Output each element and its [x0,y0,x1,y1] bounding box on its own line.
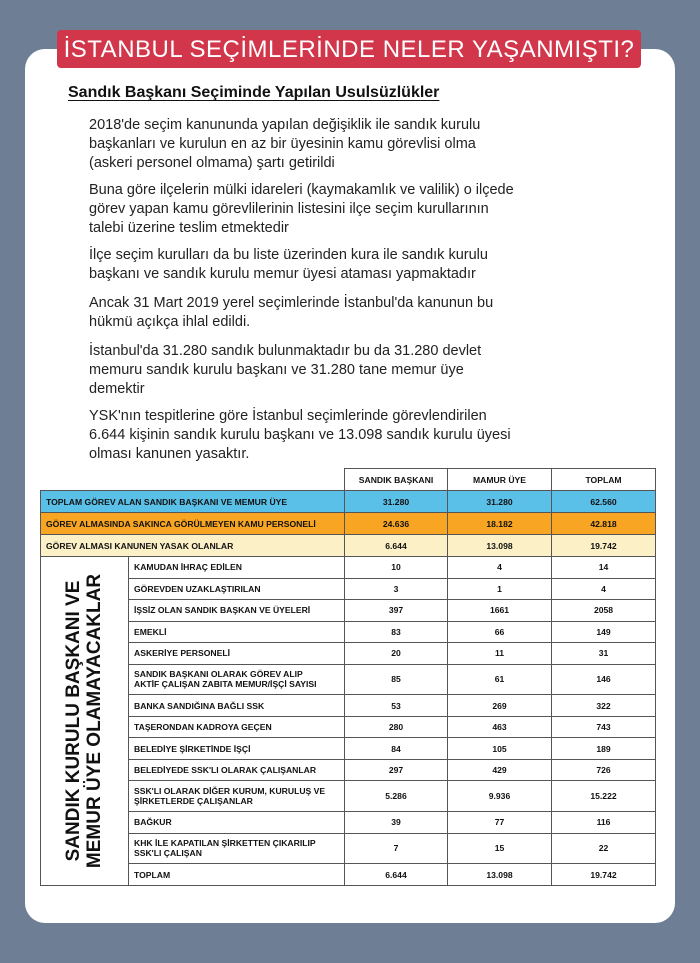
row-value-baskan: 5.286 [345,781,448,812]
row-value-uye: 9.936 [448,781,552,812]
header-sandik-baskani: SANDIK BAŞKANI [345,469,448,491]
paragraph-5: İstanbul'da 31.280 sandık bulunmaktadır bu da 31.280 devlet memuru sandık kurulu başkanı ve 31.280 tane memur üye demektir [89,343,482,397]
row-value-toplam: 22 [552,833,656,864]
row-value-uye: 1661 [448,600,552,622]
row-value-toplam: 19.742 [552,864,656,886]
row-label: BELEDİYE ŞİRKETİNDE İŞÇİ [129,738,345,760]
detail-row [41,578,656,600]
row-value-toplam: 743 [552,716,656,738]
row-value-toplam: 19.742 [552,535,656,557]
detail-row [41,759,656,781]
side-label [41,557,127,885]
row-value-toplam: 2058 [552,600,656,622]
row-value-uye: 31.280 [448,491,552,513]
side-label-cell [41,557,129,886]
detail-row [41,812,656,834]
row-value-uye: 66 [448,621,552,643]
row-value-baskan: 84 [345,738,448,760]
row-label: İŞSİZ OLAN SANDIK BAŞKAN VE ÜYELERİ [129,600,345,622]
row-value-baskan: 85 [345,664,448,695]
row-value-toplam: 146 [552,664,656,695]
paragraph-6: YSK'nın tespitlerine göre İstanbul seçimlerinde görevlendirilen 6.644 kişinin sandık kurulu başkanı ve 13.098 sandık kurulu üyesi olması kanunen yasaktır. [89,408,511,462]
row-value-uye: 1 [448,578,552,600]
detail-row [41,643,656,665]
side-label-text [63,574,105,868]
detail-row [41,621,656,643]
detail-row [41,833,656,864]
row-value-baskan: 6.644 [345,535,448,557]
row-label: EMEKLİ [129,621,345,643]
row-value-baskan: 280 [345,716,448,738]
section-subtitle: Sandık Başkanı Seçiminde Yapılan Usulsüzlükler [68,84,440,101]
paragraph-1: 2018'de seçim kanununda yapılan değişiklik ile sandık kurulu başkanları ve kurulun en az bir üyesinin kamu görevlisi olma (askeri personel olmama) şartı getirildi [89,117,481,171]
row-label: SANDIK BAŞKANI OLARAK GÖREV ALIP AKTİF ÇALIŞAN ZABITA MEMUR/İŞÇİ SAYISI [129,664,345,695]
row-value-baskan: 53 [345,695,448,717]
row-value-uye: 4 [448,557,552,579]
row-value-toplam: 31 [552,643,656,665]
row-value-uye: 77 [448,812,552,834]
row-label: GÖREVDEN UZAKLAŞTIRILAN [129,578,345,600]
row-label: GÖREV ALMASI KANUNEN YASAK OLANLAR [41,535,345,557]
row-label: BELEDİYEDE SSK'LI OLARAK ÇALIŞANLAR [129,759,345,781]
row-label: SSK'LI OLARAK DİĞER KURUM, KURULUŞ VE ŞİRKETLERDE ÇALIŞANLAR [129,781,345,812]
page-banner: İSTANBUL SEÇİMLERİNDE NELER YAŞANMIŞTI? [57,30,641,68]
row-value-baskan: 31.280 [345,491,448,513]
row-value-toplam: 15.222 [552,781,656,812]
row-value-baskan: 7 [345,833,448,864]
paragraph-3: İlçe seçim kurulları da bu liste üzerinden kura ile sandık kurulu başkanı ve sandık kurulu memur üyesi ataması yapmaktadır [89,247,488,282]
row-label: KHK İLE KAPATILAN ŞİRKETTEN ÇIKARILIP SSK'LI ÇALIŞAN [129,833,345,864]
row-value-uye: 61 [448,664,552,695]
row-label: TOPLAM [129,864,345,886]
row-value-uye: 18.182 [448,513,552,535]
row-value-baskan: 10 [345,557,448,579]
statistics-table [40,468,656,886]
detail-row [41,695,656,717]
header-blank [41,469,345,491]
row-value-toplam: 62.560 [552,491,656,513]
row-label: TAŞERONDAN KADROYA GEÇEN [129,716,345,738]
row-value-baskan: 6.644 [345,864,448,886]
row-value-baskan: 20 [345,643,448,665]
header-toplam: TOPLAM [552,469,656,491]
row-value-uye: 463 [448,716,552,738]
row-value-uye: 13.098 [448,535,552,557]
row-value-baskan: 24.636 [345,513,448,535]
row-value-uye: 13.098 [448,864,552,886]
row-value-toplam: 726 [552,759,656,781]
detail-row [41,716,656,738]
table-header-row [41,469,656,491]
paragraph-2: Buna göre ilçelerin mülki idareleri (kaymakamlık ve valilik) o ilçede görev yapan kamu görevlilerinin listesini ilçe seçim kurullarının talebi üzerine teslim etmektedir [89,182,514,236]
row-value-toplam: 189 [552,738,656,760]
row-value-toplam: 14 [552,557,656,579]
detail-row [41,781,656,812]
summary-row-eligible [41,513,656,535]
row-label: TOPLAM GÖREV ALAN SANDIK BAŞKANI VE MEMUR ÜYE [41,491,345,513]
detail-row [41,738,656,760]
row-value-baskan: 39 [345,812,448,834]
row-label: GÖREV ALMASINDA SAKINCA GÖRÜLMEYEN KAMU PERSONELİ [41,513,345,535]
row-value-toplam: 149 [552,621,656,643]
summary-row-prohibited [41,535,656,557]
header-memur-uye: MAMUR ÜYE [448,469,552,491]
side-label-line-2: MEMUR ÜYE OLAMAYACAKLAR [84,573,106,869]
row-value-toplam: 4 [552,578,656,600]
row-value-toplam: 322 [552,695,656,717]
side-label-line-1: SANDIK KURULU BAŞKANI VE [63,580,85,862]
detail-row [41,664,656,695]
row-value-baskan: 297 [345,759,448,781]
row-label: BAĞKUR [129,812,345,834]
row-label: ASKERİYE PERSONELİ [129,643,345,665]
row-value-uye: 11 [448,643,552,665]
row-value-baskan: 397 [345,600,448,622]
row-value-uye: 429 [448,759,552,781]
row-label: KAMUDAN İHRAÇ EDİLEN [129,557,345,579]
row-value-baskan: 83 [345,621,448,643]
row-value-toplam: 42.818 [552,513,656,535]
summary-row-total [41,491,656,513]
row-value-uye: 105 [448,738,552,760]
detail-row-total [41,864,656,886]
row-label: BANKA SANDIĞINA BAĞLI SSK [129,695,345,717]
paragraph-4: Ancak 31 Mart 2019 yerel seçimlerinde İstanbul'da kanunun bu hükmü açıkça ihlal edildi. [89,295,494,330]
row-value-uye: 269 [448,695,552,717]
row-value-uye: 15 [448,833,552,864]
row-value-baskan: 3 [345,578,448,600]
detail-row [41,557,656,579]
detail-row [41,600,656,622]
row-value-toplam: 116 [552,812,656,834]
